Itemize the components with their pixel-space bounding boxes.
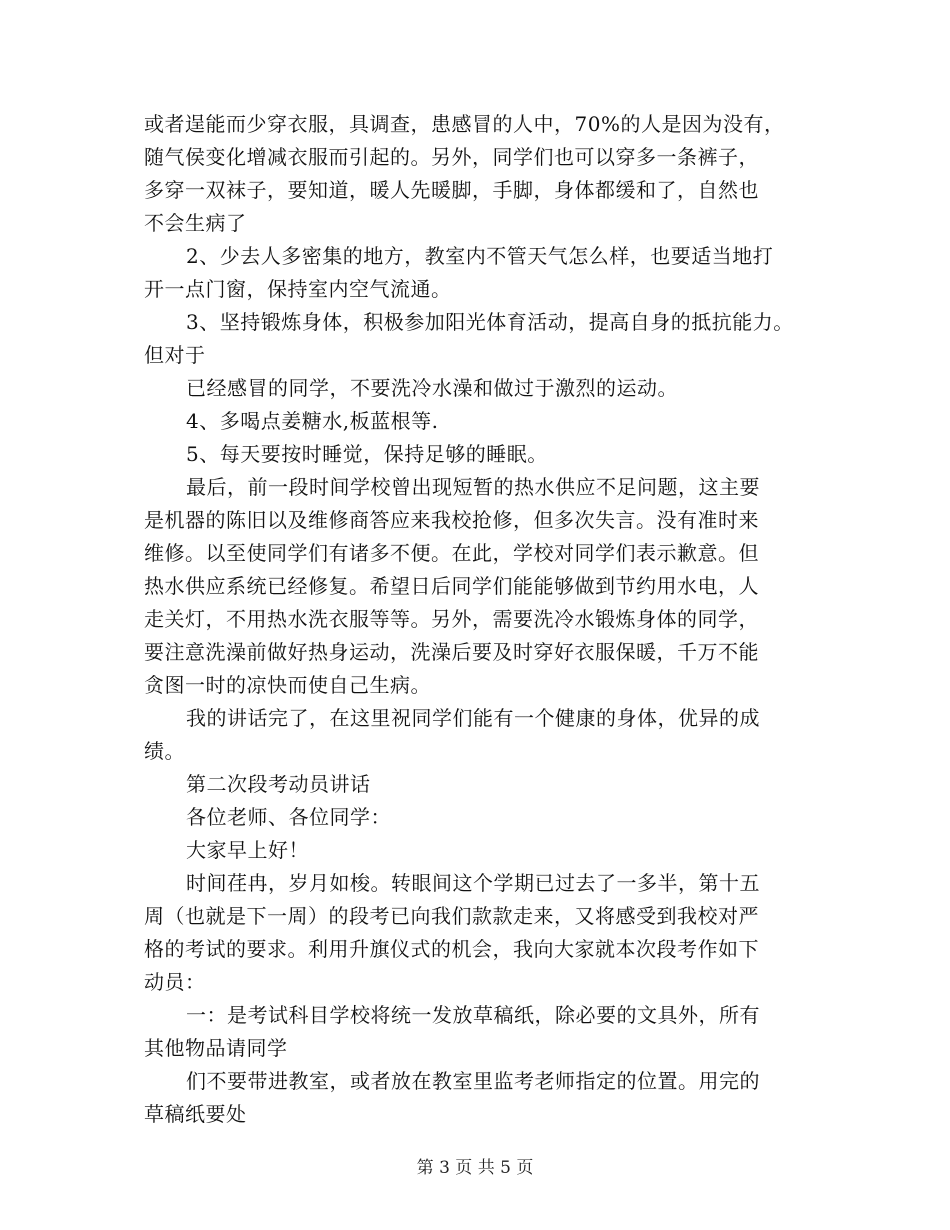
text-line: 一：是考试科目学校将统一发放草稿纸，除必要的文具外，所有: [186, 1003, 760, 1027]
text-line: 贪图一时的凉快而使自己生病。: [144, 673, 431, 697]
text-line: 3、坚持锻炼身体，积极参加阳光体育活动，提高自身的抵抗能力。: [186, 310, 794, 334]
text-line: 是机器的陈旧以及维修商答应来我校抢修，但多次失言。没有准时来: [144, 508, 759, 532]
text-line: 但对于: [144, 343, 206, 367]
text-line: 周（也就是下一周）的段考已向我们款款走来，又将感受到我校对严: [144, 904, 759, 928]
text-line: 多穿一双袜子，要知道，暖人先暖脚，手脚，身体都缓和了，自然也: [144, 178, 759, 202]
section-heading: 第二次段考动员讲话: [186, 772, 371, 796]
text-line: 最后，前一段时间学校曾出现短暂的热水供应不足问题，这主要: [186, 475, 760, 499]
text-line: 2、少去人多密集的地方，教室内不管天气怎么样，也要适当地打: [186, 244, 774, 268]
text-line: 5、每天要按时睡觉，保持足够的睡眠。: [186, 442, 548, 466]
text-line: 开一点门窗，保持室内空气流通。: [144, 277, 452, 301]
text-line: 格的考试的要求。利用升旗仪式的机会，我向大家就本次段考作如下: [144, 937, 759, 961]
page-number-footer: 第 3 页 共 5 页: [416, 1158, 534, 1178]
text-line: 草稿纸要处: [144, 1102, 247, 1126]
text-line: 其他物品请同学: [144, 1036, 288, 1060]
text-line: 要注意洗澡前做好热身运动，洗澡后要及时穿好衣服保暖，千万不能: [144, 640, 759, 664]
text-line: 维修。以至使同学们有诸多不便。在此，学校对同学们表示歉意。但: [144, 541, 759, 565]
text-line: 随气侯变化增减衣服而引起的。另外，同学们也可以穿多一条裤子，: [144, 145, 759, 169]
text-line: 我的讲话完了，在这里祝同学们能有一个健康的身体，优异的成: [186, 706, 760, 730]
text-line: 时间荏冉，岁月如梭。转眼间这个学期已过去了一多半，第十五: [186, 871, 760, 895]
text-line: 动员：: [144, 970, 206, 994]
text-line: 不会生病了: [144, 211, 247, 235]
greeting: 大家早上好！: [186, 838, 309, 862]
text-line: 或者逞能而少穿衣服，具调查，患感冒的人中，70%的人是因为没有，: [144, 112, 785, 136]
salutation: 各位老师、各位同学：: [186, 805, 391, 829]
text-line: 已经感冒的同学，不要洗冷水澡和做过于激烈的运动。: [186, 376, 678, 400]
text-line: 绩。: [144, 739, 185, 763]
text-line: 们不要带进教室，或者放在教室里监考老师指定的位置。用完的: [186, 1069, 760, 1093]
text-line: 热水供应系统已经修复。希望日后同学们能能够做到节约用水电，人: [144, 574, 759, 598]
text-line: 走关灯，不用热水洗衣服等等。另外，需要洗冷水锻炼身体的同学，: [144, 607, 759, 631]
text-line: 4、多喝点姜糖水,板蓝根等.: [186, 409, 439, 433]
